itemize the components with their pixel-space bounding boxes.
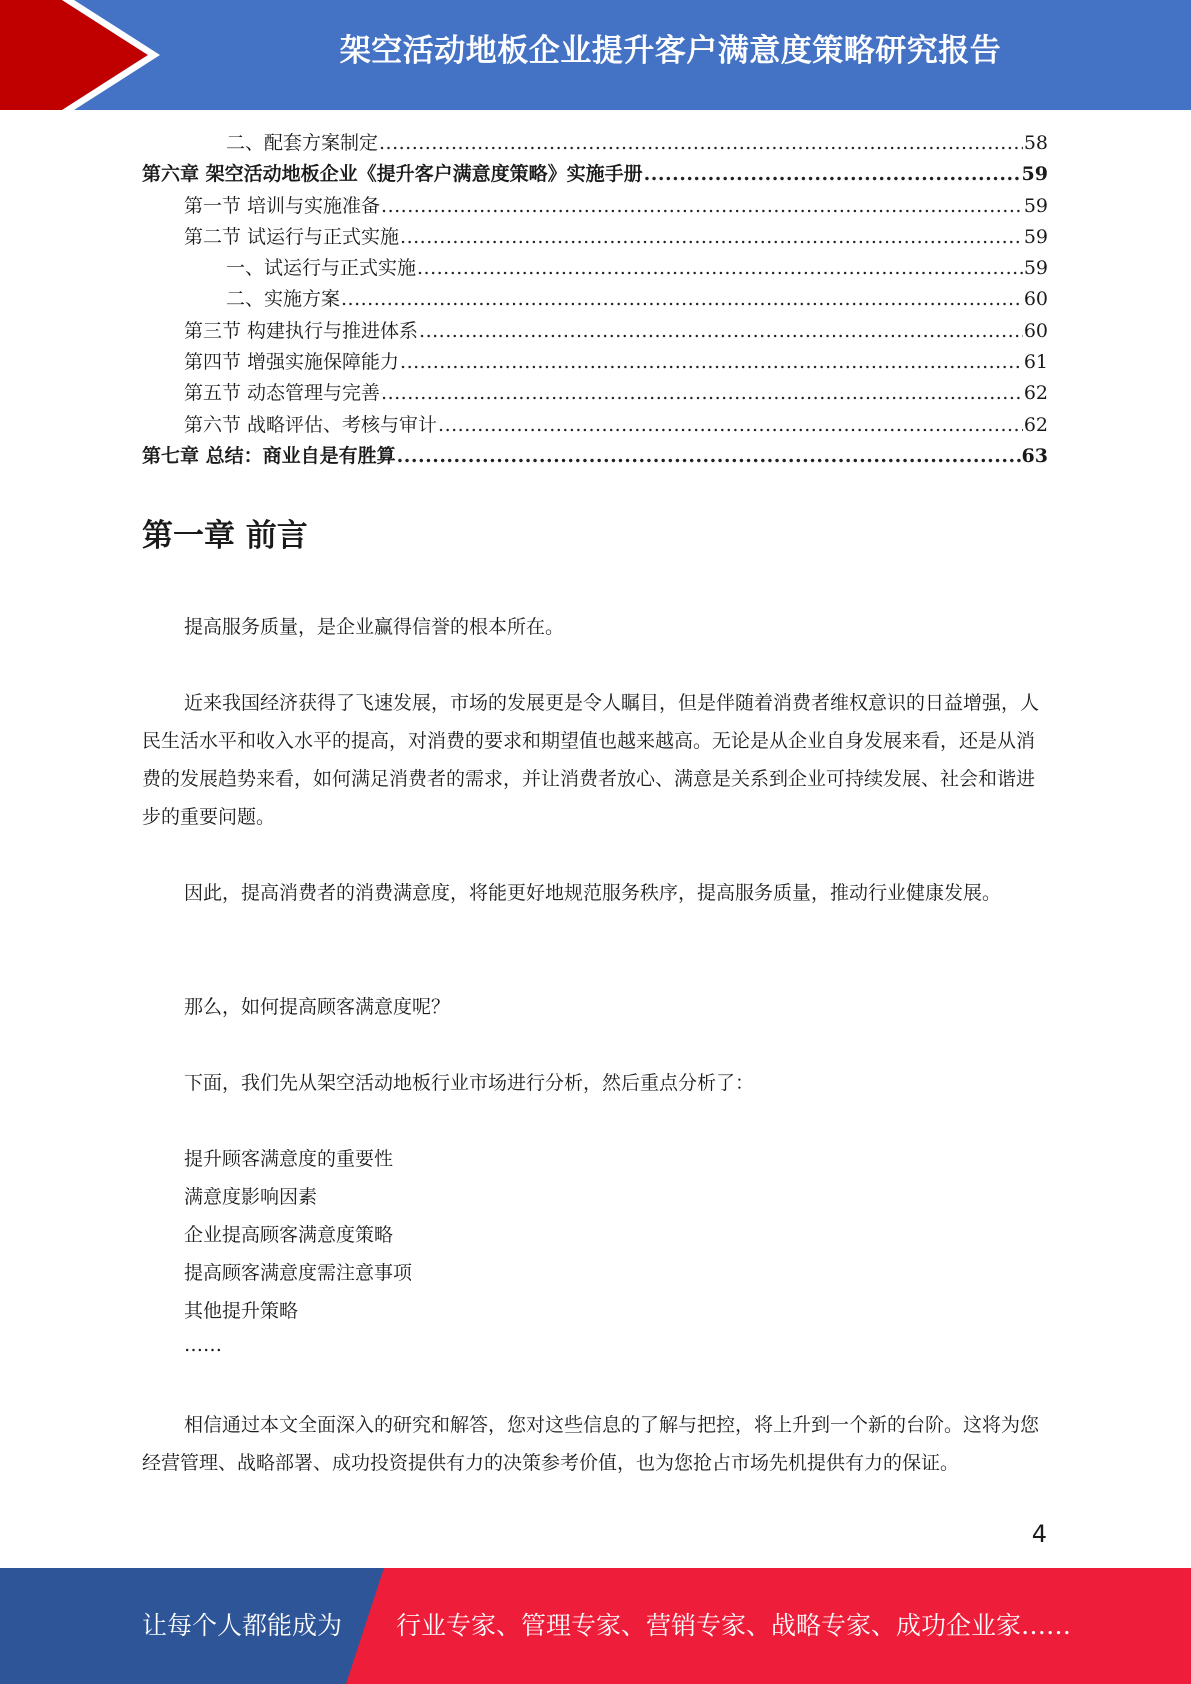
chapter-heading: 第一章 前言 [142, 518, 308, 554]
toc-leader-dots [400, 351, 1023, 373]
page-footer [0, 1568, 1191, 1684]
toc-leader-dots [341, 288, 1023, 310]
toc-entry-label: 第六章 架空活动地板企业《提升客户满意度策略》实施手册 [142, 163, 643, 186]
toc-leader-dots [379, 132, 1023, 154]
toc-leader-dots [417, 257, 1023, 279]
toc-leader-dots [381, 382, 1023, 404]
toc-entry-page: 61 [1023, 351, 1048, 374]
toc-entry-label: 一、试运行与正式实施 [226, 257, 417, 280]
toc-leader-dots [419, 320, 1023, 342]
list-item: 提升顾客满意度的重要性 [184, 1148, 394, 1170]
page-number: 4 [1031, 1520, 1047, 1548]
paragraph-analysis-intro: 下面，我们先从架空活动地板行业市场进行分析，然后重点分析了： [184, 1072, 755, 1094]
toc-entry-page: 59 [1023, 194, 1048, 217]
toc-entry-label: 第六节 战略评估、考核与审计 [184, 413, 438, 436]
paragraph-therefore: 因此，提高消费者的消费满意度，将能更好地规范服务秩序，提高服务质量，推动行业健康发展。 [184, 882, 1002, 904]
toc-entry-page: 63 [1021, 444, 1048, 467]
toc-entry-page: 60 [1023, 319, 1048, 342]
toc-entry[interactable] [142, 378, 1048, 409]
toc-entry-label: 二、实施方案 [226, 288, 341, 311]
toc-leader-dots [438, 414, 1023, 436]
list-item: 企业提高顾客满意度策略 [184, 1224, 394, 1246]
paragraph-question: 那么，如何提高顾客满意度呢？ [184, 996, 451, 1018]
paragraph-conclusion: 相信通过本文全面深入的研究和解答，您对这些信息的了解与把控，将上升到一个新的台阶。这将为您经营管理、战略部署、成功投资提供有力的决策参考价值，也为您抢占市场先机提供有力的保证。 [142, 1414, 1040, 1474]
toc-entry[interactable] [142, 191, 1048, 222]
footer-slogan-left: 让每个人都能成为 [142, 1611, 343, 1640]
toc-entry-page: 62 [1023, 382, 1048, 405]
toc-entry[interactable] [142, 284, 1048, 315]
toc-entry-label: 第七章 总结：商业自是有胜算 [142, 444, 396, 467]
list-item: 其他提升策略 [184, 1300, 299, 1322]
list-item: 提高顾客满意度需注意事项 [184, 1262, 413, 1284]
toc-entry-label: 第二节 试运行与正式实施 [184, 225, 400, 248]
toc-entry[interactable] [142, 159, 1048, 190]
toc-entry-label: 二、配套方案制定 [226, 132, 379, 154]
paragraph-intro: 提高服务质量，是企业赢得信誉的根本所在。 [184, 616, 565, 638]
toc-entry-page: 59 [1023, 225, 1048, 248]
toc-entry-page: 62 [1023, 413, 1048, 436]
header-title: 架空活动地板企业提升客户满意度策略研究报告 [339, 33, 1002, 69]
toc-entry-page: 58 [1023, 132, 1048, 154]
list-item: 满意度影响因素 [184, 1186, 318, 1208]
toc-entry-label: 第三节 构建执行与推进体系 [184, 319, 419, 342]
toc-entry[interactable] [142, 128, 1048, 159]
toc-leader-dots [381, 195, 1023, 217]
toc-entry[interactable] [142, 347, 1048, 378]
toc-entry[interactable] [142, 253, 1048, 284]
list-item-ellipsis: …… [184, 1334, 222, 1356]
toc-leader-dots [400, 226, 1023, 248]
footer-slogan-right: 行业专家、管理专家、营销专家、战略专家、成功企业家…… [396, 1611, 1072, 1640]
page-header [0, 0, 1191, 110]
toc-entry[interactable] [142, 441, 1048, 472]
toc-entry-label: 第四节 增强实施保障能力 [184, 351, 400, 374]
toc-entry[interactable] [142, 410, 1048, 441]
toc-entry-label: 第五节 动态管理与完善 [184, 382, 381, 405]
toc-entry-page: 59 [1023, 257, 1048, 280]
toc-leader-dots [397, 445, 1021, 467]
toc-entry-page: 60 [1023, 288, 1048, 311]
toc-entry[interactable] [142, 222, 1048, 253]
toc-entry-page: 59 [1021, 163, 1048, 186]
paragraph-background: 近来我国经济获得了飞速发展，市场的发展更是令人瞩目，但是伴随着消费者维权意识的日益增强，人民生活水平和收入水平的提高，对消费的要求和期望值也越来越高。无论是从企业自身发展来看，还是从消费的发展趋势来看，如何满足消费者的需求，并让消费者放心、满意是关系到企业可持续发展、社会和谐进步的重要问题。 [142, 692, 1040, 828]
toc-entry[interactable] [142, 316, 1048, 347]
toc-entry-label: 第一节 培训与实施准备 [184, 194, 381, 217]
table-of-contents [142, 128, 1048, 472]
toc-leader-dots [644, 163, 1021, 185]
